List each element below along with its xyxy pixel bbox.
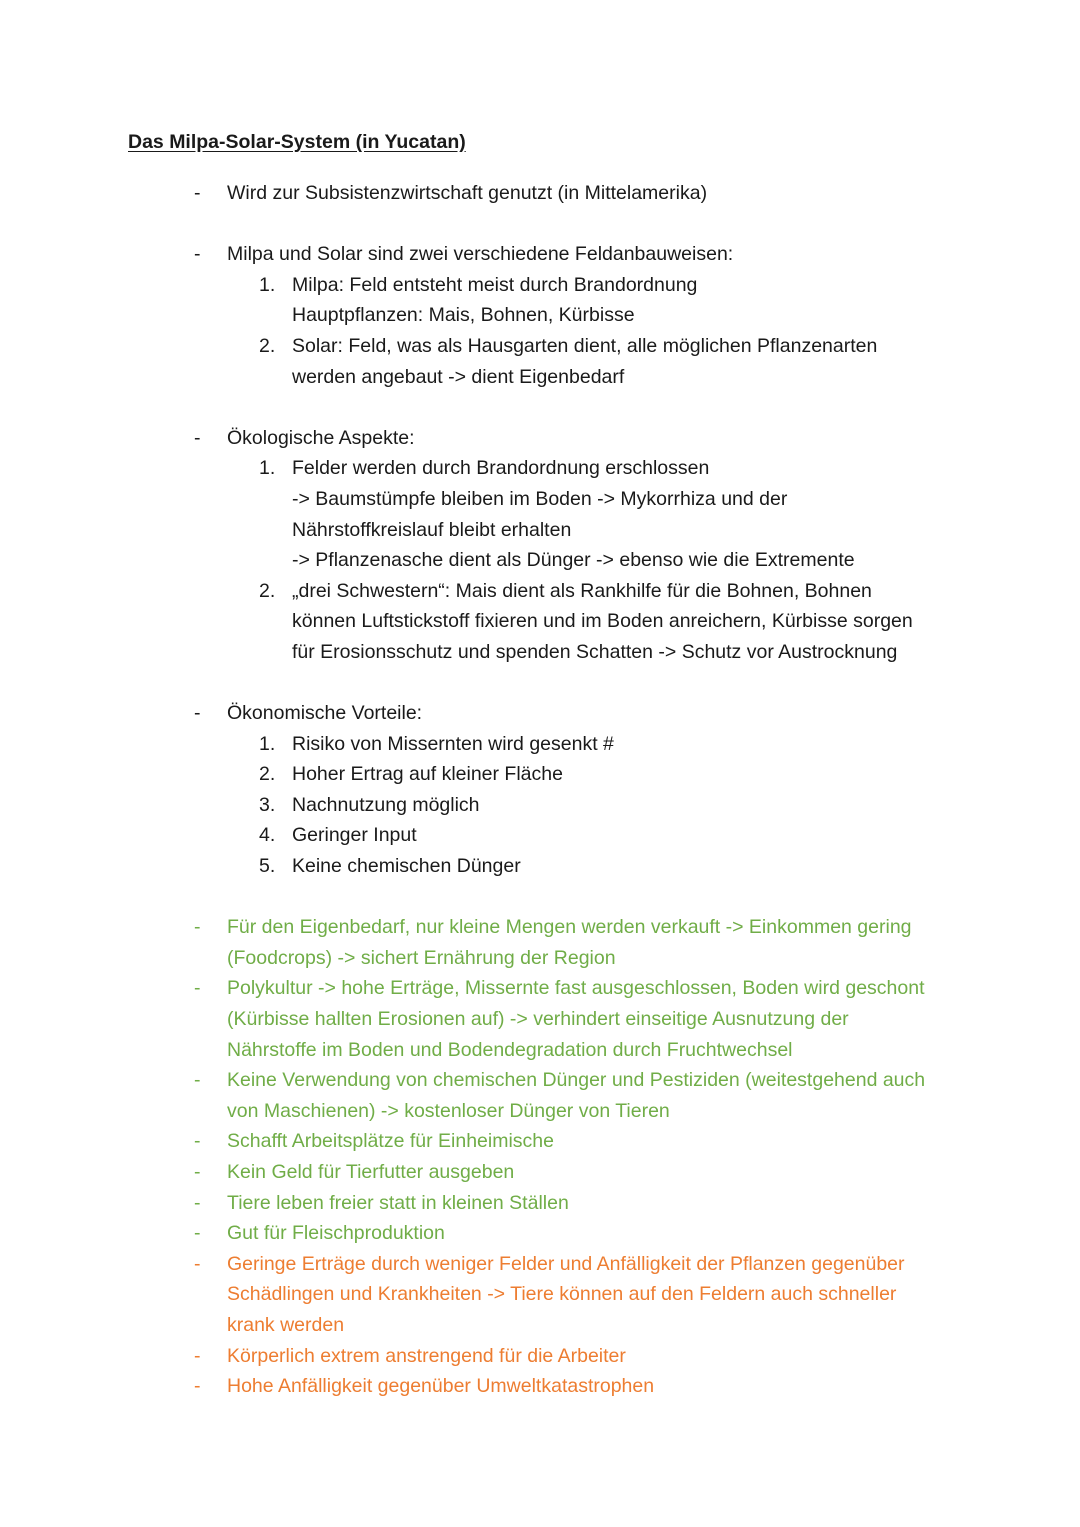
numbered-item [0,759,1080,790]
item-text: Milpa: Feld entsteht meist durch Brandordnung [292,273,698,296]
item-text: für Erosionsschutz und spenden Schatten -> Schutz vor Austrocknung [292,640,898,663]
green-point-continuation [0,1004,1080,1035]
bullet-dash: - [194,977,201,1000]
bullet-oekologisch [0,423,1080,454]
bullet-text: Polykultur -> hohe Erträge, Missernte fast ausgeschlossen, Boden wird geschont [227,977,925,1000]
green-point-duenger [0,1065,1080,1096]
numbered-item-solar [0,331,1080,362]
numbered-item [0,851,1080,882]
bullet-text: Nährstoffe im Boden und Bodendegradation durch Fruchtwechsel [227,1038,793,1061]
green-point-continuation [0,1035,1080,1066]
bullet-text: Tiere leben freier statt in kleinen Ställen [227,1191,569,1214]
bullet-text: Ökologische Aspekte: [227,426,415,449]
bullet-text: Körperlich extrem anstrengend für die Arbeiter [227,1344,626,1367]
numbered-item-continuation [0,362,1080,393]
item-text: Nährstoffkreislauf bleibt erhalten [292,518,572,541]
bullet-text: Kein Geld für Tierfutter ausgeben [227,1161,515,1183]
bullet-oekonomisch [0,698,1080,729]
bullet-dash: - [194,1191,201,1214]
bullet-dash: - [194,1344,201,1367]
bullet-text: (Kürbisse hallten Erosionen auf) -> verhindert einseitige Ausnutzung der [227,1008,849,1031]
item-number: 2. [259,763,276,786]
bullet-dash: - [194,426,201,449]
numbered-item-continuation [0,484,1080,515]
bullet-text: (Foodcrops) -> sichert Ernährung der Region [227,946,616,969]
item-number: 1. [259,457,276,480]
green-point-continuation [0,1096,1080,1127]
item-number: 3. [259,793,276,816]
item-text: Nachnutzung möglich [292,793,480,816]
numbered-item [0,790,1080,821]
document-body [0,178,1080,1402]
item-number: 2. [259,579,276,602]
orange-point-ertraege [0,1249,1080,1280]
item-text: werden angebaut -> dient Eigenbedarf [292,365,625,388]
item-text: -> Pflanzenasche dient als Dünger -> ebenso wie die Extremente [292,549,855,572]
item-text: können Luftstickstoff fixieren und im Boden anreichern, Kürbisse sorgen [292,610,913,633]
orange-point-umwelt [0,1371,1080,1402]
green-point-polykultur [0,973,1080,1004]
bullet-subsistenz [0,178,1080,209]
green-point-tierfutter [0,1157,1080,1188]
item-number: 1. [259,732,276,755]
orange-point-anstrengend [0,1341,1080,1372]
numbered-item-continuation [0,300,1080,331]
bullet-dash: - [194,702,201,725]
bullet-text: Gut für Fleischproduktion [227,1222,445,1245]
bullet-dash: - [194,1252,201,1275]
item-number: 4. [259,824,276,847]
numbered-item-continuation [0,637,1080,668]
item-number: 2. [259,334,276,357]
numbered-item [0,729,1080,760]
bullet-text: Wird zur Subsistenzwirtschaft genutzt (in Mittelamerika) [227,182,708,204]
numbered-item-drei-schwestern [0,576,1080,607]
bullet-text: Hohe Anfälligkeit gegenüber Umweltkatastrophen [227,1375,655,1398]
orange-point-continuation [0,1279,1080,1310]
page-title: Das Milpa-Solar-System (in Yucatan) [128,131,466,153]
bullet-text: Für den Eigenbedarf, nur kleine Mengen werden verkauft -> Einkommen gering [227,916,912,939]
green-point-continuation [0,943,1080,974]
numbered-item-milpa [0,270,1080,301]
item-text: -> Baumstümpfe bleiben im Boden -> Mykorrhiza und der [292,487,788,510]
bullet-text: krank werden [227,1313,345,1336]
item-text: „drei Schwestern“: Mais dient als Rankhilfe für die Bohnen, Bohnen [292,579,872,602]
green-point-tiere-frei [0,1188,1080,1219]
item-number: 1. [259,273,276,296]
numbered-item-continuation [0,545,1080,576]
bullet-text: Milpa und Solar sind zwei verschiedene Feldanbauweisen: [227,243,734,266]
bullet-dash: - [194,1130,201,1153]
orange-point-continuation [0,1310,1080,1341]
item-text: Risiko von Missernten wird gesenkt # [292,732,614,755]
bullet-text: Schafft Arbeitsplätze für Einheimische [227,1130,554,1153]
bullet-dash: - [194,182,201,204]
numbered-item-continuation [0,515,1080,546]
item-text: Keine chemischen Dünger [292,855,521,878]
bullet-dash: - [194,1375,201,1398]
green-point-fleisch [0,1218,1080,1249]
bullet-dash: - [194,1069,201,1092]
bullet-dash: - [194,1161,201,1183]
item-number: 5. [259,855,276,878]
item-text: Geringer Input [292,824,417,847]
bullet-text: Schädlingen und Krankheiten -> Tiere können auf den Feldern auch schneller [227,1283,897,1306]
green-point-arbeitsplaetze [0,1126,1080,1157]
green-point-eigenbedarf [0,912,1080,943]
bullet-dash: - [194,916,201,939]
numbered-item [0,820,1080,851]
item-text: Solar: Feld, was als Hausgarten dient, alle möglichen Pflanzenarten [292,334,878,357]
bullet-dash: - [194,1222,201,1245]
item-text: Hauptpflanzen: Mais, Bohnen, Kürbisse [292,304,635,327]
bullet-text: Geringe Erträge durch weniger Felder und Anfälligkeit der Pflanzen gegenüber [227,1252,905,1275]
bullet-dash: - [194,243,201,266]
bullet-feldanbau [0,239,1080,270]
bullet-text: Ökonomische Vorteile: [227,702,423,725]
bullet-text: von Maschienen) -> kostenloser Dünger von Tieren [227,1099,670,1122]
bullet-text: Keine Verwendung von chemischen Dünger und Pestiziden (weitestgehend auch [227,1069,926,1092]
numbered-item-brandordnung [0,453,1080,484]
numbered-item-continuation [0,606,1080,637]
item-text: Hoher Ertrag auf kleiner Fläche [292,763,563,786]
item-text: Felder werden durch Brandordnung erschlossen [292,457,710,480]
